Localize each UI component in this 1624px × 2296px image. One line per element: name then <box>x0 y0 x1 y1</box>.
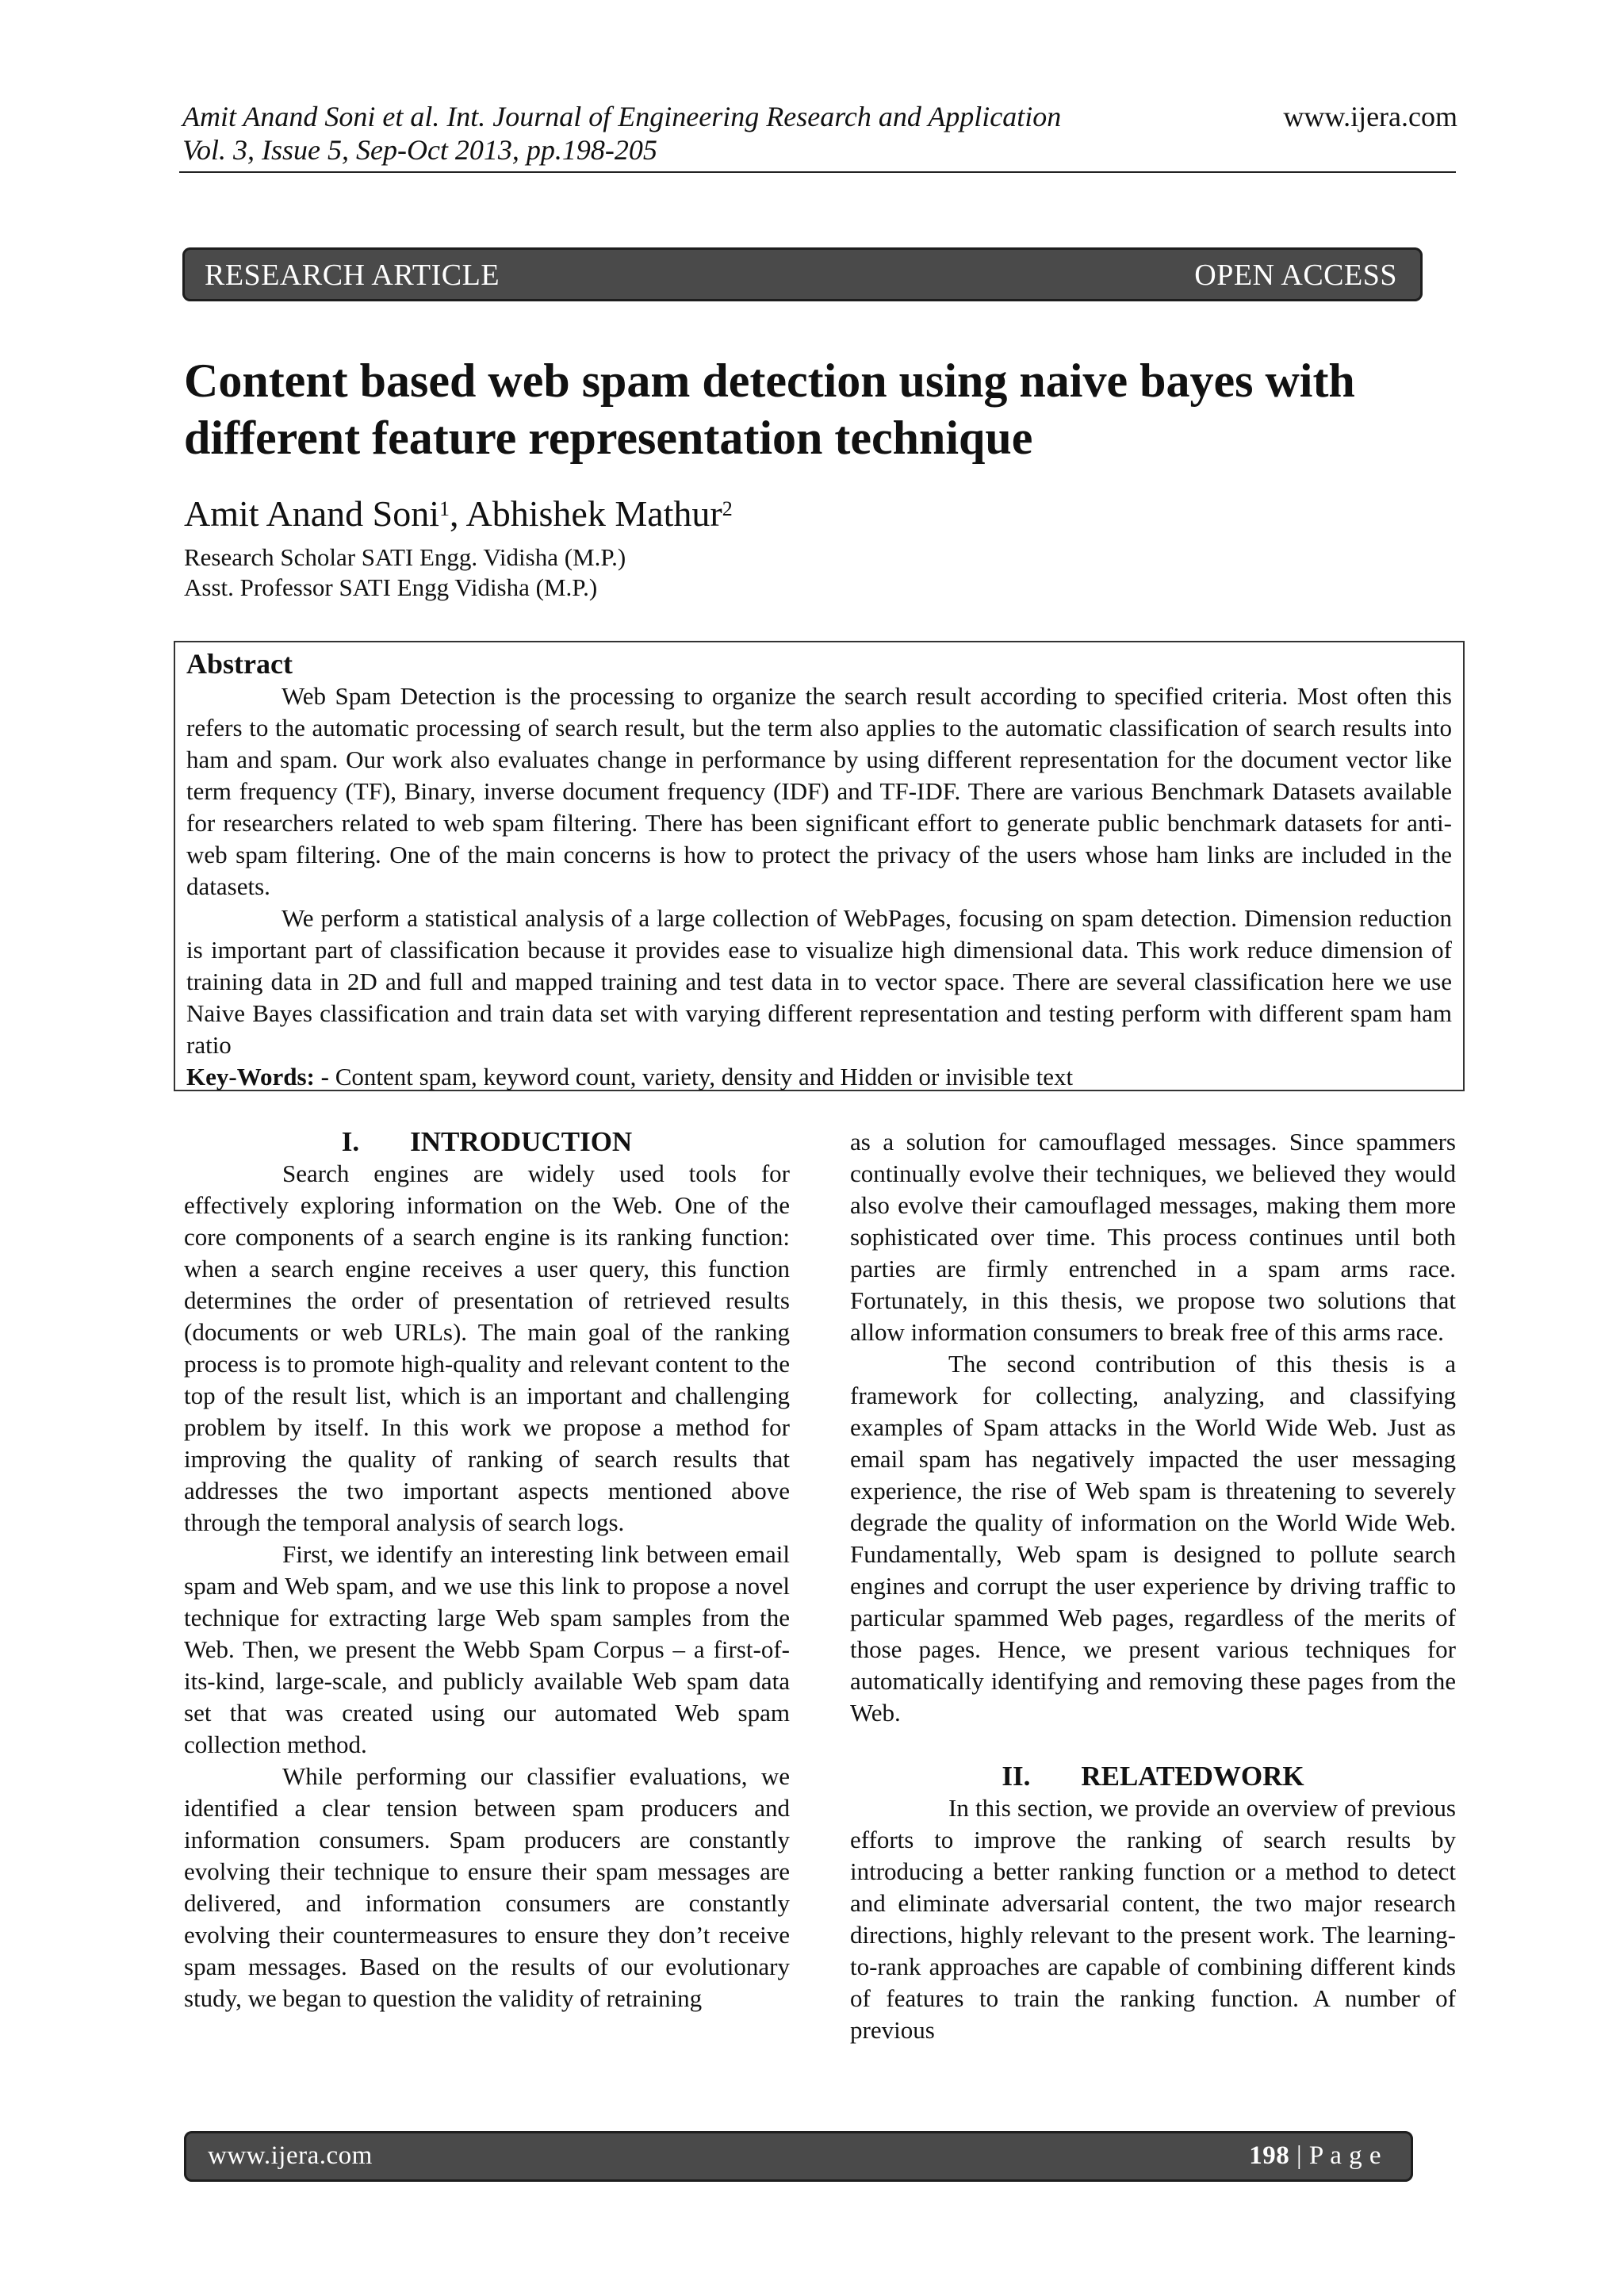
keywords-line <box>186 1061 1452 1093</box>
author-2: Abhishek Mathur <box>465 493 722 534</box>
open-access-label: OPEN ACCESS <box>1194 259 1397 292</box>
affiliation-2: Asst. Professor SATI Engg Vidisha (M.P.) <box>184 573 598 601</box>
article-type-label: RESEARCH ARTICLE <box>205 259 500 292</box>
author-1: Amit Anand Soni <box>184 493 440 534</box>
footer-page <box>1249 2141 1381 2171</box>
intro-paragraph-4: The second contribution of this thesis is a framework for collecting, analyzing, and classifying examples of Spam attacks in the World Wide Web. Just as email spam has negatively impacted the user messaging experience, the rise of Web spam is threatening to severely degrade the quality of information on the World Wide Web. Fundamentally, Web spam is designed to pollute search engines and corrupt the user experience by driving traffic to particular spammed Web pages, regardless of the merits of those pages. Hence, we present various techniques for automatically identifying and removing these pages from the Web. <box>850 1350 1456 1727</box>
abstract-paragraph-2: We perform a statistical analysis of a large collection of WebPages, focusing on spam detection. Dimension reduction is important part of classification because it provides ease to visualize high dimensional data. This work reduce dimension of training data in 2D and full and mapped training and test data in to vector space. There are several classification here we use Naive Bayes classification and train data set with varying different representation and testing perform with different spam ham ratio <box>186 904 1452 1059</box>
related-work-heading <box>850 1761 1456 1792</box>
author-list <box>184 492 733 536</box>
abstract-paragraph-1: Web Spam Detection is the processing to organize the search result according to specified criteria. Most often this refers to the automatic processing of search result, but the term also applies to the automatic classification of search results into ham and spam. Our work also evaluates change in performance by using different representation for the document vector like term frequency (TF), Binary, inverse document frequency (IDF) and TF-IDF. There are various Benchmark Datasets available for researchers related to web spam filtering. There has been significant effort to generate public benchmark datasets for anti- web spam filtering. One of the main concerns is how to protect the privacy of the users whose ham links are included in the datasets. <box>186 682 1452 900</box>
intro-paragraph-1: Search engines are widely used tools for effectively exploring information on the Web. One of the core components of a search engine is its ranking function: when a search engine receives a user query, this function determines the order of presentation of retrieved results (documents or web URLs). The main goal of the ranking process is to promote high-quality and relevant content to the top of the result list, which is an important and challenging problem by itself. In this work we propose a method for improving the quality of ranking of search results that addresses the two important aspects mentioned above through the temporal analysis of search logs. <box>184 1159 790 1536</box>
running-header-site: www.ijera.com <box>1283 101 1457 132</box>
author-1-affiliation-mark: 1 <box>439 497 450 520</box>
header-rule <box>179 171 1456 173</box>
keywords-text: Content spam, keyword count, variety, density and Hidden or invisible text <box>328 1063 1074 1091</box>
intro-paragraph-3-continued: as a solution for camouflaged messages. Since spammers continually evolve their techniques, we believed they would also evolve their camouflaged messages, making them more sophisticated over time. This process continues until both parties are firmly entrenched in a spam arms race. Fortunately, in this thesis, we propose two solutions that allow information consumers to break free of this arms race. <box>850 1128 1456 1346</box>
running-header-volume: Vol. 3, Issue 5, Sep-Oct 2013, pp.198-205 <box>182 134 657 166</box>
running-header-journal: Amit Anand Soni et al. Int. Journal of Engineering Research and Application <box>182 101 1062 132</box>
article-type-banner <box>182 247 1423 301</box>
title-line-1: Content based web spam detection using naive bayes with <box>184 355 1355 407</box>
affiliation-1: Research Scholar SATI Engg. Vidisha (M.P.) <box>184 543 626 571</box>
author-separator: , <box>450 493 466 534</box>
page-label: | P a g e <box>1289 2141 1381 2170</box>
left-column <box>184 1126 790 2014</box>
intro-paragraph-2: First, we identify an interesting link between email spam and Web spam, and we use this link to propose a novel technique for extracting large Web spam samples from the Web. Then, we present the Webb Spam Corpus – a first-of-its-kind, large-scale, and publicly available Web spam data set that was created using our automated Web spam collection method. <box>184 1540 790 1758</box>
abstract-content <box>186 647 1452 1093</box>
introduction-number: I. <box>341 1126 360 1157</box>
section-spacer <box>850 1729 1456 1761</box>
introduction-title: INTRODUCTION <box>410 1126 633 1157</box>
right-column <box>850 1126 1456 2046</box>
page-number: 198 <box>1249 2141 1290 2170</box>
abstract-box <box>174 641 1465 1091</box>
paper-title <box>184 352 1469 466</box>
introduction-heading <box>184 1126 790 1158</box>
footer-bar <box>184 2131 1413 2182</box>
related-work-title: RELATEDWORK <box>1081 1761 1304 1792</box>
title-line-2: different feature representation technique <box>184 412 1033 464</box>
related-work-number: II. <box>1002 1761 1031 1792</box>
keywords-label: Key-Words: - <box>186 1063 329 1091</box>
footer-site: www.ijera.com <box>208 2141 373 2170</box>
author-2-affiliation-mark: 2 <box>722 497 733 520</box>
intro-paragraph-3: While performing our classifier evaluations, we identified a clear tension between spam producers and information consumers. Spam producers are constantly evolving their technique to ensure their spam messages are delivered, and information consumers are constantly evolving their countermeasures to ensure they don’t receive spam messages. Based on the results of our evolutionary study, we began to question the validity of retraining <box>184 1762 790 2012</box>
abstract-heading: Abstract <box>186 648 293 680</box>
related-work-paragraph-1: In this section, we provide an overview of previous efforts to improve the ranking of search results by introducing a better ranking function or a method to detect and eliminate adversarial content, the two major research directions, highly relevant to the present work. The learning-to-rank approaches are capable of combining different kinds of features to train the ranking function. A number of previous <box>850 1794 1456 2044</box>
